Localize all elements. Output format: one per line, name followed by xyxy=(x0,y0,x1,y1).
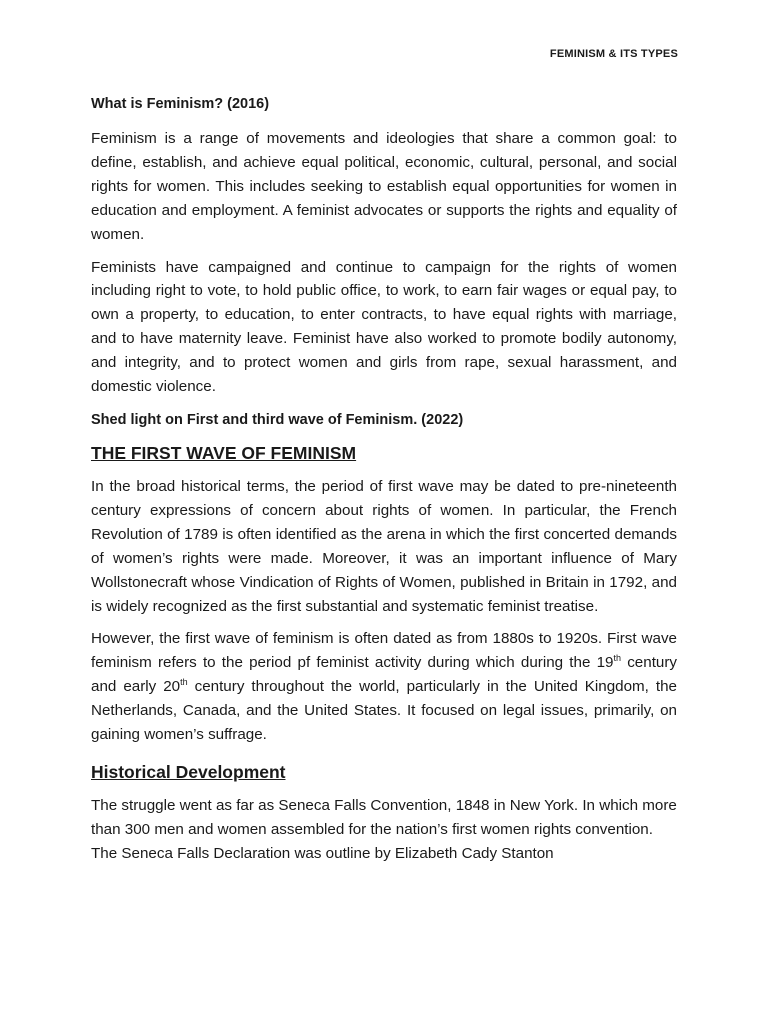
section-heading: Historical Development xyxy=(91,761,286,782)
text-run: century and early 20 xyxy=(91,654,678,696)
superscript: th xyxy=(180,677,188,688)
text-run: century throughout the world, particularly in the United Kingdom, the Netherlands, Canada, and the United States. It focused on legal issues, primarily, on gaining women’s suffrage. xyxy=(91,678,677,744)
paragraph xyxy=(91,627,677,747)
paragraph: The struggle went as far as Seneca Falls Convention, 1848 in New York. In which more than 300 men and women assembled for the nation’s first women rights convention. The Seneca Falls Declaration was outline by Elizabeth Cady Stanton xyxy=(91,796,677,862)
section-heading: THE FIRST WAVE OF FEMINISM xyxy=(91,442,357,463)
paragraph: Feminism is a range of movements and ideologies that share a common goal: to define, establish, and achieve equal political, economic, cultural, personal, and social rights for women. This includes seeking to establish equal opportunities for women in education and employment. A feminist advocates or supports the rights and equality of women. xyxy=(91,130,677,243)
running-header: FEMINISM & ITS TYPES xyxy=(549,48,678,60)
question-heading: Shed light on First and third wave of Feminism. (2022) xyxy=(91,411,464,428)
question-heading: What is Feminism? (2016) xyxy=(91,96,270,112)
paragraph: Feminists have campaigned and continue to campaign for the rights of women including right to vote, to hold public office, to work, to earn fair wages or equal pay, to own a property, to education, to enter contracts, to have equal rights with marriage, and to have maternity leave. Feminist have also worked to promote bodily autonomy, and integrity, and to protect women and girls from rape, sexual harassment, and domestic violence. xyxy=(91,258,677,396)
paragraph: In the broad historical terms, the period of first wave may be dated to pre-nineteenth century expressions of concern about rights of women. In particular, the French Revolution of 1789 is often identified as the arena in which the first concerted demands of women’s rights were made. Moreover, it was an important influence of Mary Wollstonecraft whose Vindication of Rights of Women, published in Britain in 1792, and is widely recognized as the first substantial and systematic feminist treatise. xyxy=(91,477,677,615)
superscript: th xyxy=(613,653,622,664)
document-body xyxy=(91,92,677,875)
text-run: However, the first wave of feminism is often dated as from 1880s to 1920s. First wave feminism refers to the period pf feminist activity during which during the 19 xyxy=(91,630,677,672)
